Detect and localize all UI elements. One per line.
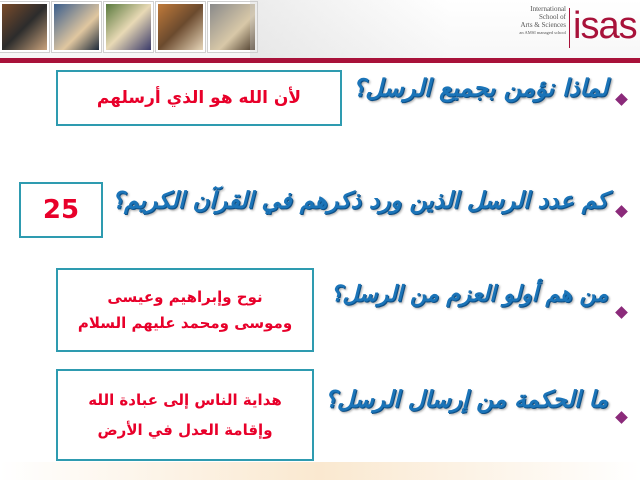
header-photo [156, 2, 205, 52]
answer-text-line: هداية الناس إلى عبادة الله [88, 391, 282, 409]
header-photo-strip [0, 2, 260, 54]
qa-row-2 [0, 182, 640, 244]
answer-text-line: نوح وإبراهيم وعيسى [107, 288, 263, 306]
question-text: لماذا نؤمن بجميع الرسل؟ [352, 74, 608, 102]
answer-box [56, 70, 342, 126]
answer-text: 25 [42, 195, 80, 225]
answer-text-line: وإقامة العدل في الأرض [97, 421, 273, 439]
school-name-line: Arts & Sciences [520, 21, 566, 29]
footer-band [0, 462, 640, 480]
school-name-line: International [530, 5, 566, 13]
diamond-bullet-icon [615, 411, 628, 424]
header-photo [52, 2, 101, 52]
answer-box [56, 268, 314, 352]
question-text: من هم أولو العزم من الرسل؟ [330, 282, 608, 307]
logo-divider [569, 8, 570, 48]
diamond-bullet-icon [615, 93, 628, 106]
qa-row-1 [0, 70, 640, 126]
qa-row-3 [0, 268, 640, 350]
answer-box [19, 182, 103, 238]
answer-text-line: وموسى ومحمد عليهم السلام [77, 314, 293, 332]
school-name-line: School of [538, 13, 566, 21]
school-tagline: an AMSI managed school [519, 30, 566, 35]
question-text: كم عدد الرسل الذين ورد ذكرهم في القرآن الكريم؟ [111, 188, 608, 214]
header-photo [0, 2, 49, 52]
qa-row-4 [0, 369, 640, 461]
diamond-bullet-icon [615, 306, 628, 319]
answer-text: لأن الله هو الذي أرسلهم [96, 88, 302, 108]
header-photo [104, 2, 153, 52]
header-accent-bar [0, 58, 640, 63]
diamond-bullet-icon [615, 205, 628, 218]
school-name [506, 5, 566, 37]
isas-logo: isas [573, 5, 637, 47]
question-text: ما الحكمة من إرسال الرسل؟ [324, 387, 608, 413]
answer-box [56, 369, 314, 461]
header-photo-fade [250, 0, 450, 58]
